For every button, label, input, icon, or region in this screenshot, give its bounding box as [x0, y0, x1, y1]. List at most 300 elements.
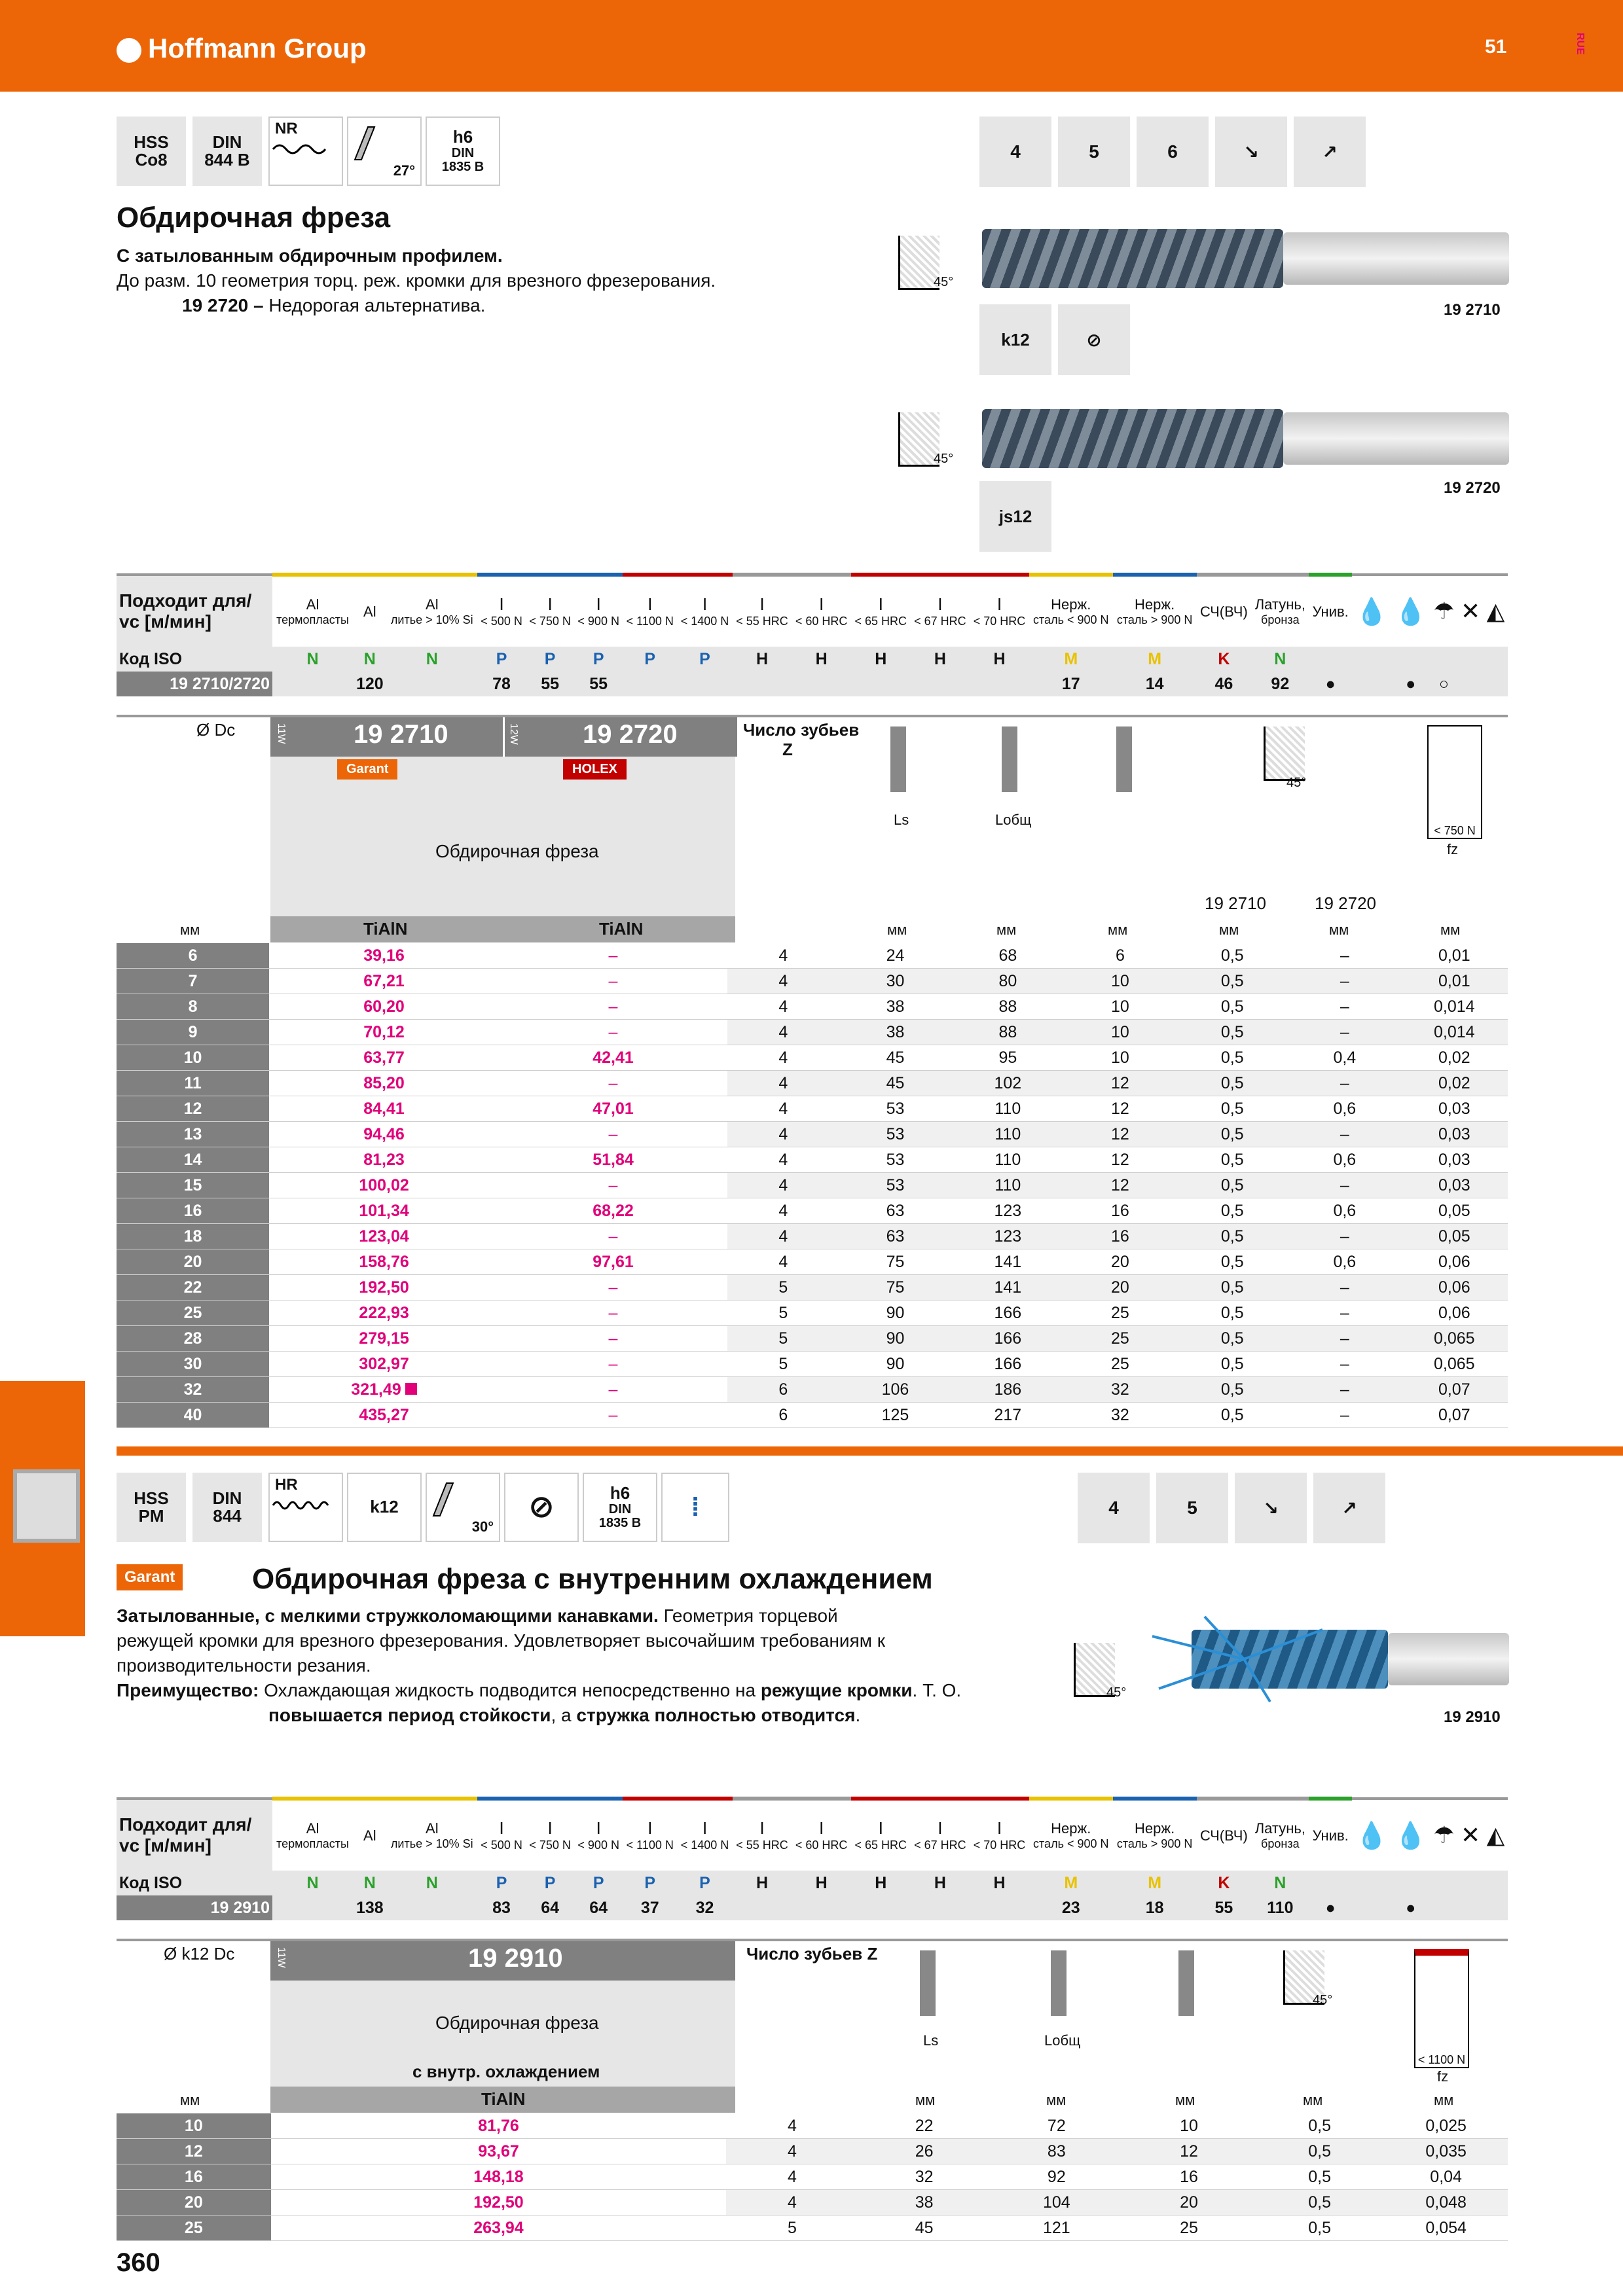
side-milling-icon: ↗	[1294, 117, 1366, 187]
dim-cell: 32	[1064, 1377, 1176, 1403]
air-icon: ◭	[1484, 1799, 1508, 1871]
dc-cell: 30	[117, 1352, 269, 1377]
dim-cell: 0,5	[1176, 1224, 1289, 1249]
teeth-header: Число зубьев Z	[746, 1944, 878, 1964]
dim-cell: 88	[951, 994, 1064, 1020]
stock-marker-icon	[405, 1383, 417, 1395]
dim-cell: 4	[727, 943, 839, 969]
price-cell: 222,93	[269, 1300, 499, 1326]
table-row	[117, 1096, 1508, 1122]
dim-cell: 0,014	[1401, 1020, 1508, 1045]
tool2-code: 19 2720	[1444, 479, 1501, 497]
price-cell: 101,34	[269, 1198, 499, 1224]
dim-cell: 110	[951, 1147, 1064, 1173]
dc-label: Ø k12 Dc	[164, 1944, 235, 1964]
tool-image-19-2720	[982, 409, 1283, 468]
price-cell: 81,76	[271, 2113, 727, 2139]
dc-cell: 16	[117, 1198, 269, 1224]
dim-cell: 12	[1064, 1122, 1176, 1147]
dim-cell: 166	[951, 1326, 1064, 1352]
cutting-length-icon	[890, 726, 906, 792]
dim-cell: 90	[839, 1352, 952, 1377]
dim-cell: 45	[858, 2215, 991, 2241]
dc-cell: 15	[117, 1173, 269, 1198]
tool-code: 19 2910	[1444, 1708, 1501, 1726]
price-cell: 302,97	[269, 1352, 499, 1377]
dim-cell: 16	[1064, 1198, 1176, 1224]
price-cell: –	[499, 1377, 727, 1403]
shank-badge: h6 DIN 1835 B	[426, 117, 500, 186]
dim-cell: 10	[1123, 2113, 1255, 2139]
teeth-5-icon: 5	[1058, 117, 1130, 187]
price-cell: 192,50	[269, 1275, 499, 1300]
dc-cell: 8	[117, 994, 269, 1020]
dim-cell: 217	[951, 1403, 1064, 1428]
dim-cell: 12	[1064, 1173, 1176, 1198]
coating: TiAlN	[481, 2089, 526, 2109]
dim-cell: –	[1288, 969, 1401, 994]
coolant-drop-icon: 💧	[1391, 575, 1431, 647]
dc-cell: 25	[117, 1300, 269, 1326]
feed-icon: < 750 N	[1427, 725, 1482, 839]
dim-cell: 10	[1064, 969, 1176, 994]
dim-cell: 4	[726, 2190, 858, 2215]
dim-cell: 0,01	[1401, 943, 1508, 969]
dim-cell: 110	[951, 1096, 1064, 1122]
dim-cell: 4	[726, 2113, 858, 2139]
dim-cell: 0,5	[1255, 2190, 1384, 2215]
dc-cell: 13	[117, 1122, 269, 1147]
dim-cell: 0,5	[1176, 1300, 1289, 1326]
tool-shank	[1283, 232, 1509, 285]
price-cell: 85,20	[269, 1071, 499, 1096]
dc-cell: 10	[117, 2113, 271, 2139]
tool-image-19-2710	[982, 229, 1283, 288]
dim-cell: 30	[839, 969, 952, 994]
unequal-pitch-icon: ⊘	[1058, 304, 1130, 375]
dim-cell: 0,03	[1401, 1096, 1508, 1122]
dim-cell: 121	[991, 2215, 1123, 2241]
shank-badge: h6 DIN 1835 B	[583, 1473, 657, 1542]
dim-cell: 0,5	[1176, 1147, 1289, 1173]
dc-cell: 20	[117, 2190, 271, 2215]
dim-cell: 25	[1064, 1352, 1176, 1377]
language-code: RUE	[1575, 33, 1586, 55]
dim-cell: 4	[727, 969, 839, 994]
air-icon: ◭	[1484, 575, 1508, 647]
table-row	[117, 1300, 1508, 1326]
dim-cell: 12	[1064, 1147, 1176, 1173]
dc-cell: 9	[117, 1020, 269, 1045]
dim-cell: 0,5	[1176, 1198, 1289, 1224]
dim-cell: –	[1288, 1352, 1401, 1377]
table-row	[117, 2215, 1508, 2241]
dim-cell: 4	[727, 1147, 839, 1173]
dim-cell: 0,065	[1401, 1352, 1508, 1377]
price-cell: –	[499, 1020, 727, 1045]
section2-title: Обдирочная фреза с внутренним охлаждением	[252, 1563, 933, 1595]
chamfer-icon	[1264, 726, 1305, 781]
tolerance-badge: k12	[979, 304, 1051, 375]
dim-cell: 0,03	[1401, 1173, 1508, 1198]
dim-cell: 72	[991, 2113, 1123, 2139]
dim-cell: 25	[1064, 1326, 1176, 1352]
dim-cell: 0,5	[1176, 1173, 1289, 1198]
table-row	[117, 1377, 1508, 1403]
dim-cell: 5	[727, 1326, 839, 1352]
unequal-pitch-icon: ⊘	[504, 1473, 579, 1542]
dim-cell: 53	[839, 1122, 952, 1147]
dim-cell: 90	[839, 1326, 952, 1352]
price-cell: 435,27	[269, 1403, 499, 1428]
table-row	[117, 1249, 1508, 1275]
dim-cell: 123	[951, 1198, 1064, 1224]
dim-cell: 0,025	[1384, 2113, 1508, 2139]
price-cell: 81,23	[269, 1147, 499, 1173]
mist-icon: ☂	[1431, 1799, 1458, 1871]
dim-cell: –	[1288, 1224, 1401, 1249]
dim-cell: 53	[839, 1173, 952, 1198]
dim-cell: –	[1288, 1326, 1401, 1352]
dim-cell: 141	[951, 1275, 1064, 1300]
table-row	[117, 1147, 1508, 1173]
dc-cell: 22	[117, 1275, 269, 1300]
price-cell: 279,15	[269, 1326, 499, 1352]
dim-cell: 4	[727, 1249, 839, 1275]
cutting-length-icon	[920, 1950, 936, 2016]
dim-cell: 0,07	[1401, 1403, 1508, 1428]
din-badge: DIN 844	[192, 1473, 262, 1542]
dc-label: Ø Dc	[196, 720, 236, 740]
price-cell: 263,94	[271, 2215, 727, 2241]
material-table-2: Подходит для/ vc [м/мин] Al термопласты Al Al литье > 10% Si Ⅰ < 500 N Ⅰ < 750 N Ⅰ < 900 N Ⅰ < 1100 N Ⅰ < 1400 N Ⅰ < 55 HRC Ⅰ < 60 HRC Ⅰ < 65 HRC Ⅰ < 67 HRC Ⅰ < 70 HRC Нерж. сталь < 900 N Нерж. сталь > 900 N СЧ(ВЧ) Латунь, бронза Унив. 💧 💧 ☂ ✕ ◭ Код ISO N N N P P P P P H H H H H M M K N 19 2910 138 83 64 64 37 32 23 18 55 110 ● ●	[117, 1797, 1508, 1920]
dim-cell: 63	[839, 1224, 952, 1249]
dim-cell: 0,5	[1176, 1096, 1289, 1122]
table-row	[117, 969, 1508, 994]
feed-icon: < 1100 N	[1414, 1949, 1469, 2068]
teeth-6-icon: 6	[1137, 117, 1209, 187]
brand-name: Hoffmann Group	[148, 33, 367, 63]
page-top-number: 51	[1485, 36, 1507, 58]
product-name: Обдирочная фреза	[435, 841, 599, 861]
table-row	[117, 1071, 1508, 1096]
dim-cell: 0,03	[1401, 1147, 1508, 1173]
dim-cell: 102	[951, 1071, 1064, 1096]
brand-mark-icon	[117, 38, 141, 63]
dim-cell: 0,5	[1176, 1275, 1289, 1300]
dim-cell: 0,05	[1401, 1198, 1508, 1224]
price-cell: 60,20	[269, 994, 499, 1020]
coolant-drop-icon: 💧	[1391, 1799, 1431, 1871]
dim-cell: 10	[1064, 994, 1176, 1020]
dim-cell: 0,05	[1401, 1224, 1508, 1249]
dc-cell: 12	[117, 2139, 271, 2164]
dim-cell: 12	[1123, 2139, 1255, 2164]
dim-cell: 0,04	[1384, 2164, 1508, 2190]
code-19-2720: 19 2720	[583, 720, 678, 749]
dim-cell: 0,6	[1288, 1249, 1401, 1275]
price-cell: 192,50	[271, 2190, 727, 2215]
chamfer-angle: 45°	[934, 275, 954, 289]
dim-cell: –	[1288, 1403, 1401, 1428]
garant-logo: Garant	[117, 1564, 183, 1590]
table-row	[117, 1020, 1508, 1045]
dim-cell: 0,07	[1401, 1377, 1508, 1403]
dim-cell: 53	[839, 1147, 952, 1173]
wave-profile-icon	[270, 139, 335, 159]
chamfer-angle: 45°	[934, 452, 954, 466]
helix-angle-badge: 30°	[426, 1473, 500, 1542]
table-row	[117, 1122, 1508, 1147]
dim-cell: 4	[726, 2164, 858, 2190]
dim-cell: 5	[727, 1275, 839, 1300]
price-cell: 63,77	[269, 1045, 499, 1071]
dim-cell: 10	[1064, 1045, 1176, 1071]
price-cell: –	[499, 1071, 727, 1096]
table-row	[117, 994, 1508, 1020]
dim-cell: 6	[1064, 943, 1176, 969]
dim-cell: 0,5	[1176, 1403, 1289, 1428]
price-cell: –	[499, 1173, 727, 1198]
coating-b: TiAlN	[599, 919, 644, 939]
dim-cell: 0,5	[1176, 1020, 1289, 1045]
dim-cell: 25	[1064, 1300, 1176, 1326]
dim-cell: 20	[1064, 1275, 1176, 1300]
section1-title: Обдирочная фреза	[117, 202, 391, 234]
teeth-header: Число зубьев Z	[743, 720, 860, 759]
product-subname: с внутр. охлаждением	[412, 2062, 600, 2081]
dim-cell: 110	[951, 1122, 1064, 1147]
table-row	[117, 943, 1508, 969]
dim-cell: 32	[858, 2164, 991, 2190]
price-cell: –	[499, 1275, 727, 1300]
dim-cell: 4	[727, 1045, 839, 1071]
total-length-icon	[1002, 726, 1017, 792]
no-coolant-icon: ✕	[1457, 575, 1484, 647]
holex-logo: HOLEX	[563, 759, 627, 780]
dim-cell: 0,5	[1255, 2139, 1384, 2164]
dim-cell: 0,065	[1401, 1326, 1508, 1352]
total-length-icon	[1051, 1950, 1067, 2016]
side-tab-icon	[13, 1469, 80, 1543]
dim-cell: 106	[839, 1377, 952, 1403]
price-cell: 70,12	[269, 1020, 499, 1045]
mist-icon: ☂	[1431, 575, 1458, 647]
helix-icon	[427, 1480, 466, 1519]
dim-cell: 5	[727, 1352, 839, 1377]
shank-diameter-icon	[1178, 1950, 1194, 2016]
teeth-5-icon: 5	[1156, 1473, 1228, 1543]
dim-cell: 4	[727, 1224, 839, 1249]
side-tab	[0, 1381, 85, 1636]
dim-cell: 0,035	[1384, 2139, 1508, 2164]
dim-cell: 0,054	[1384, 2215, 1508, 2241]
dim-cell: 45	[839, 1045, 952, 1071]
price-cell: 93,67	[271, 2139, 727, 2164]
dc-cell: 20	[117, 1249, 269, 1275]
code-19-2910: 19 2910	[468, 1944, 563, 1973]
price-cell: 97,61	[499, 1249, 727, 1275]
table-row	[117, 2113, 1508, 2139]
internal-coolant-drop-icon: ✕	[1457, 1799, 1484, 1871]
dim-cell: –	[1288, 1122, 1401, 1147]
price-cell: 123,04	[269, 1224, 499, 1249]
product-name: Обдирочная фреза	[435, 2013, 599, 2033]
table-row	[117, 1173, 1508, 1198]
dim-cell: 0,6	[1288, 1198, 1401, 1224]
price-cell: –	[499, 1300, 727, 1326]
price-cell: –	[499, 1326, 727, 1352]
section1-description: С затылованным обдирочным профилем. До разм. 10 геометрия торц. реж. кромки для врезного фрезерования. 19 2720 – Недорогая альтернатива.	[117, 245, 716, 315]
table-row	[117, 1403, 1508, 1428]
dim-cell: 75	[839, 1249, 952, 1275]
dim-cell: 4	[727, 1173, 839, 1198]
material-badge: HSS Co8	[117, 117, 186, 186]
dim-cell: 186	[951, 1377, 1064, 1403]
material-table-1: Подходит для/ vc [м/мин] Al термопласты Al Al литье > 10% Si Ⅰ < 500 N Ⅰ < 750 N Ⅰ < 900 N Ⅰ < 1100 N Ⅰ < 1400 N Ⅰ < 55 HRC Ⅰ < 60 HRC Ⅰ < 65 HRC Ⅰ < 67 HRC Ⅰ < 70 HRC Нерж. сталь < 900 N Нерж. сталь > 900 N СЧ(ВЧ) Латунь, бронза Унив. 💧 💧 ☂ ✕ ◭ Код ISO N N N P P P P P H H H H H M M K N 19 2710/2720 120 78 55 55 17 14 46 92 ● ● ○	[117, 573, 1508, 696]
brand-logo	[117, 33, 367, 64]
dim-cell: –	[1288, 1300, 1401, 1326]
side-milling-icon: ↗	[1313, 1473, 1385, 1543]
dim-cell: 166	[951, 1352, 1064, 1377]
dim-cell: 45	[839, 1071, 952, 1096]
dim-cell: 4	[727, 1071, 839, 1096]
dc-cell: 7	[117, 969, 269, 994]
dim-cell: 24	[839, 943, 952, 969]
section2-description: Затылованные, с мелкими стружколомающими канавками. Геометрия торцевой режущей кромки для врезного фрезерования. Удовлетворяет высочайшим требованиям к производительности резания. Преимущество: Охлаждающая жидкость подводится непосредственно на режущие кромки. Т. О. повышается период стойкости, а стружка полностью отводится.	[117, 1605, 962, 1725]
price-cell: –	[499, 1352, 727, 1377]
dim-cell: 26	[858, 2139, 991, 2164]
dim-cell: 38	[839, 994, 952, 1020]
dim-cell: 0,03	[1401, 1122, 1508, 1147]
dim-cell: 0,4	[1288, 1045, 1401, 1071]
dimension-table-2	[117, 2113, 1508, 2241]
dim-cell: 80	[951, 969, 1064, 994]
dim-cell: 0,06	[1401, 1275, 1508, 1300]
table-row	[117, 1224, 1508, 1249]
dimension-table-1	[117, 943, 1508, 1428]
dim-cell: 110	[951, 1173, 1064, 1198]
dim-cell: 0,5	[1176, 1071, 1289, 1096]
dim-cell: 125	[839, 1403, 952, 1428]
plunge-milling-icon: ↘	[1235, 1473, 1307, 1543]
coating-a: TiAlN	[363, 919, 408, 939]
dim-cell: 141	[951, 1249, 1064, 1275]
dim-cell: 0,5	[1176, 1352, 1289, 1377]
tool-shank	[1388, 1633, 1509, 1685]
oil-drop-icon: 💧	[1352, 1799, 1391, 1871]
wave-profile-icon	[270, 1496, 335, 1515]
dim-cell: 20	[1123, 2190, 1255, 2215]
dim-cell: 0,6	[1288, 1147, 1401, 1173]
dim-cell: 90	[839, 1300, 952, 1326]
dim-cell: 32	[1064, 1403, 1176, 1428]
price-cell: 47,01	[499, 1096, 727, 1122]
dim-cell: 12	[1064, 1096, 1176, 1122]
shank-diameter-icon	[1116, 726, 1132, 792]
dim-cell: 75	[839, 1275, 952, 1300]
dim-cell: 0,5	[1255, 2164, 1384, 2190]
helix-icon	[348, 124, 388, 163]
teeth-4-icon: 4	[979, 117, 1051, 187]
internal-coolant-icon: ⁞	[661, 1473, 729, 1542]
dc-cell: 28	[117, 1326, 269, 1352]
dim-cell: 63	[839, 1198, 952, 1224]
dim-cell: 68	[951, 943, 1064, 969]
price-cell: 321,49	[269, 1377, 499, 1403]
dim-cell: –	[1288, 1071, 1401, 1096]
table-row	[117, 1275, 1508, 1300]
dim-cell: –	[1288, 1275, 1401, 1300]
dim-cell: 104	[991, 2190, 1123, 2215]
dim-cell: 4	[727, 994, 839, 1020]
dc-cell: 14	[117, 1147, 269, 1173]
dim-cell: 0,5	[1255, 2215, 1384, 2241]
price-cell: –	[499, 943, 727, 969]
profile-badge: HR	[268, 1473, 343, 1542]
price-cell: 94,46	[269, 1122, 499, 1147]
dim-cell: 16	[1064, 1224, 1176, 1249]
dim-cell: –	[1288, 994, 1401, 1020]
section-separator	[117, 1446, 1623, 1456]
dim-cell: 0,5	[1176, 1326, 1289, 1352]
tolerance-badge: js12	[979, 481, 1051, 552]
dim-cell: 0,5	[1176, 1249, 1289, 1275]
dc-cell: 25	[117, 2215, 271, 2241]
dc-cell: 12	[117, 1096, 269, 1122]
price-cell: –	[499, 1224, 727, 1249]
price-cell: –	[499, 1403, 727, 1428]
dim-cell: 0,02	[1401, 1045, 1508, 1071]
garant-logo: Garant	[337, 759, 397, 780]
dim-cell: 53	[839, 1096, 952, 1122]
dim-cell: 6	[727, 1377, 839, 1403]
dc-cell: 16	[117, 2164, 271, 2190]
oil-drop-icon: 💧	[1352, 575, 1391, 647]
price-cell: 100,02	[269, 1173, 499, 1198]
dc-cell: 6	[117, 943, 269, 969]
dim-cell: 4	[727, 1122, 839, 1147]
price-cell: 148,18	[271, 2164, 727, 2190]
dim-cell: 0,5	[1176, 1122, 1289, 1147]
tolerance-badge: k12	[347, 1473, 422, 1542]
price-cell: 51,84	[499, 1147, 727, 1173]
dim-cell: 22	[858, 2113, 991, 2139]
price-cell: 158,76	[269, 1249, 499, 1275]
dim-cell: 0,5	[1255, 2113, 1384, 2139]
price-cell: –	[499, 1122, 727, 1147]
dc-cell: 10	[117, 1045, 269, 1071]
dim-cell: 5	[726, 2215, 858, 2241]
dc-cell: 11	[117, 1071, 269, 1096]
dim-cell: 6	[727, 1403, 839, 1428]
dim-cell: 0,5	[1176, 994, 1289, 1020]
din-badge: DIN 844 B	[192, 117, 262, 186]
dc-cell: 32	[117, 1377, 269, 1403]
teeth-4-icon: 4	[1078, 1473, 1150, 1543]
dim-cell: 25	[1123, 2215, 1255, 2241]
dim-cell: 0,014	[1401, 994, 1508, 1020]
dim-cell: 4	[727, 1096, 839, 1122]
table-row	[117, 2190, 1508, 2215]
dim-cell: 0,06	[1401, 1300, 1508, 1326]
dim-cell: 10	[1064, 1020, 1176, 1045]
dc-cell: 18	[117, 1224, 269, 1249]
plunge-milling-icon: ↘	[1215, 117, 1287, 187]
material-badge: HSS PM	[117, 1473, 186, 1542]
dim-cell: 0,02	[1401, 1071, 1508, 1096]
coolant-arrows-icon	[1139, 1610, 1349, 1708]
